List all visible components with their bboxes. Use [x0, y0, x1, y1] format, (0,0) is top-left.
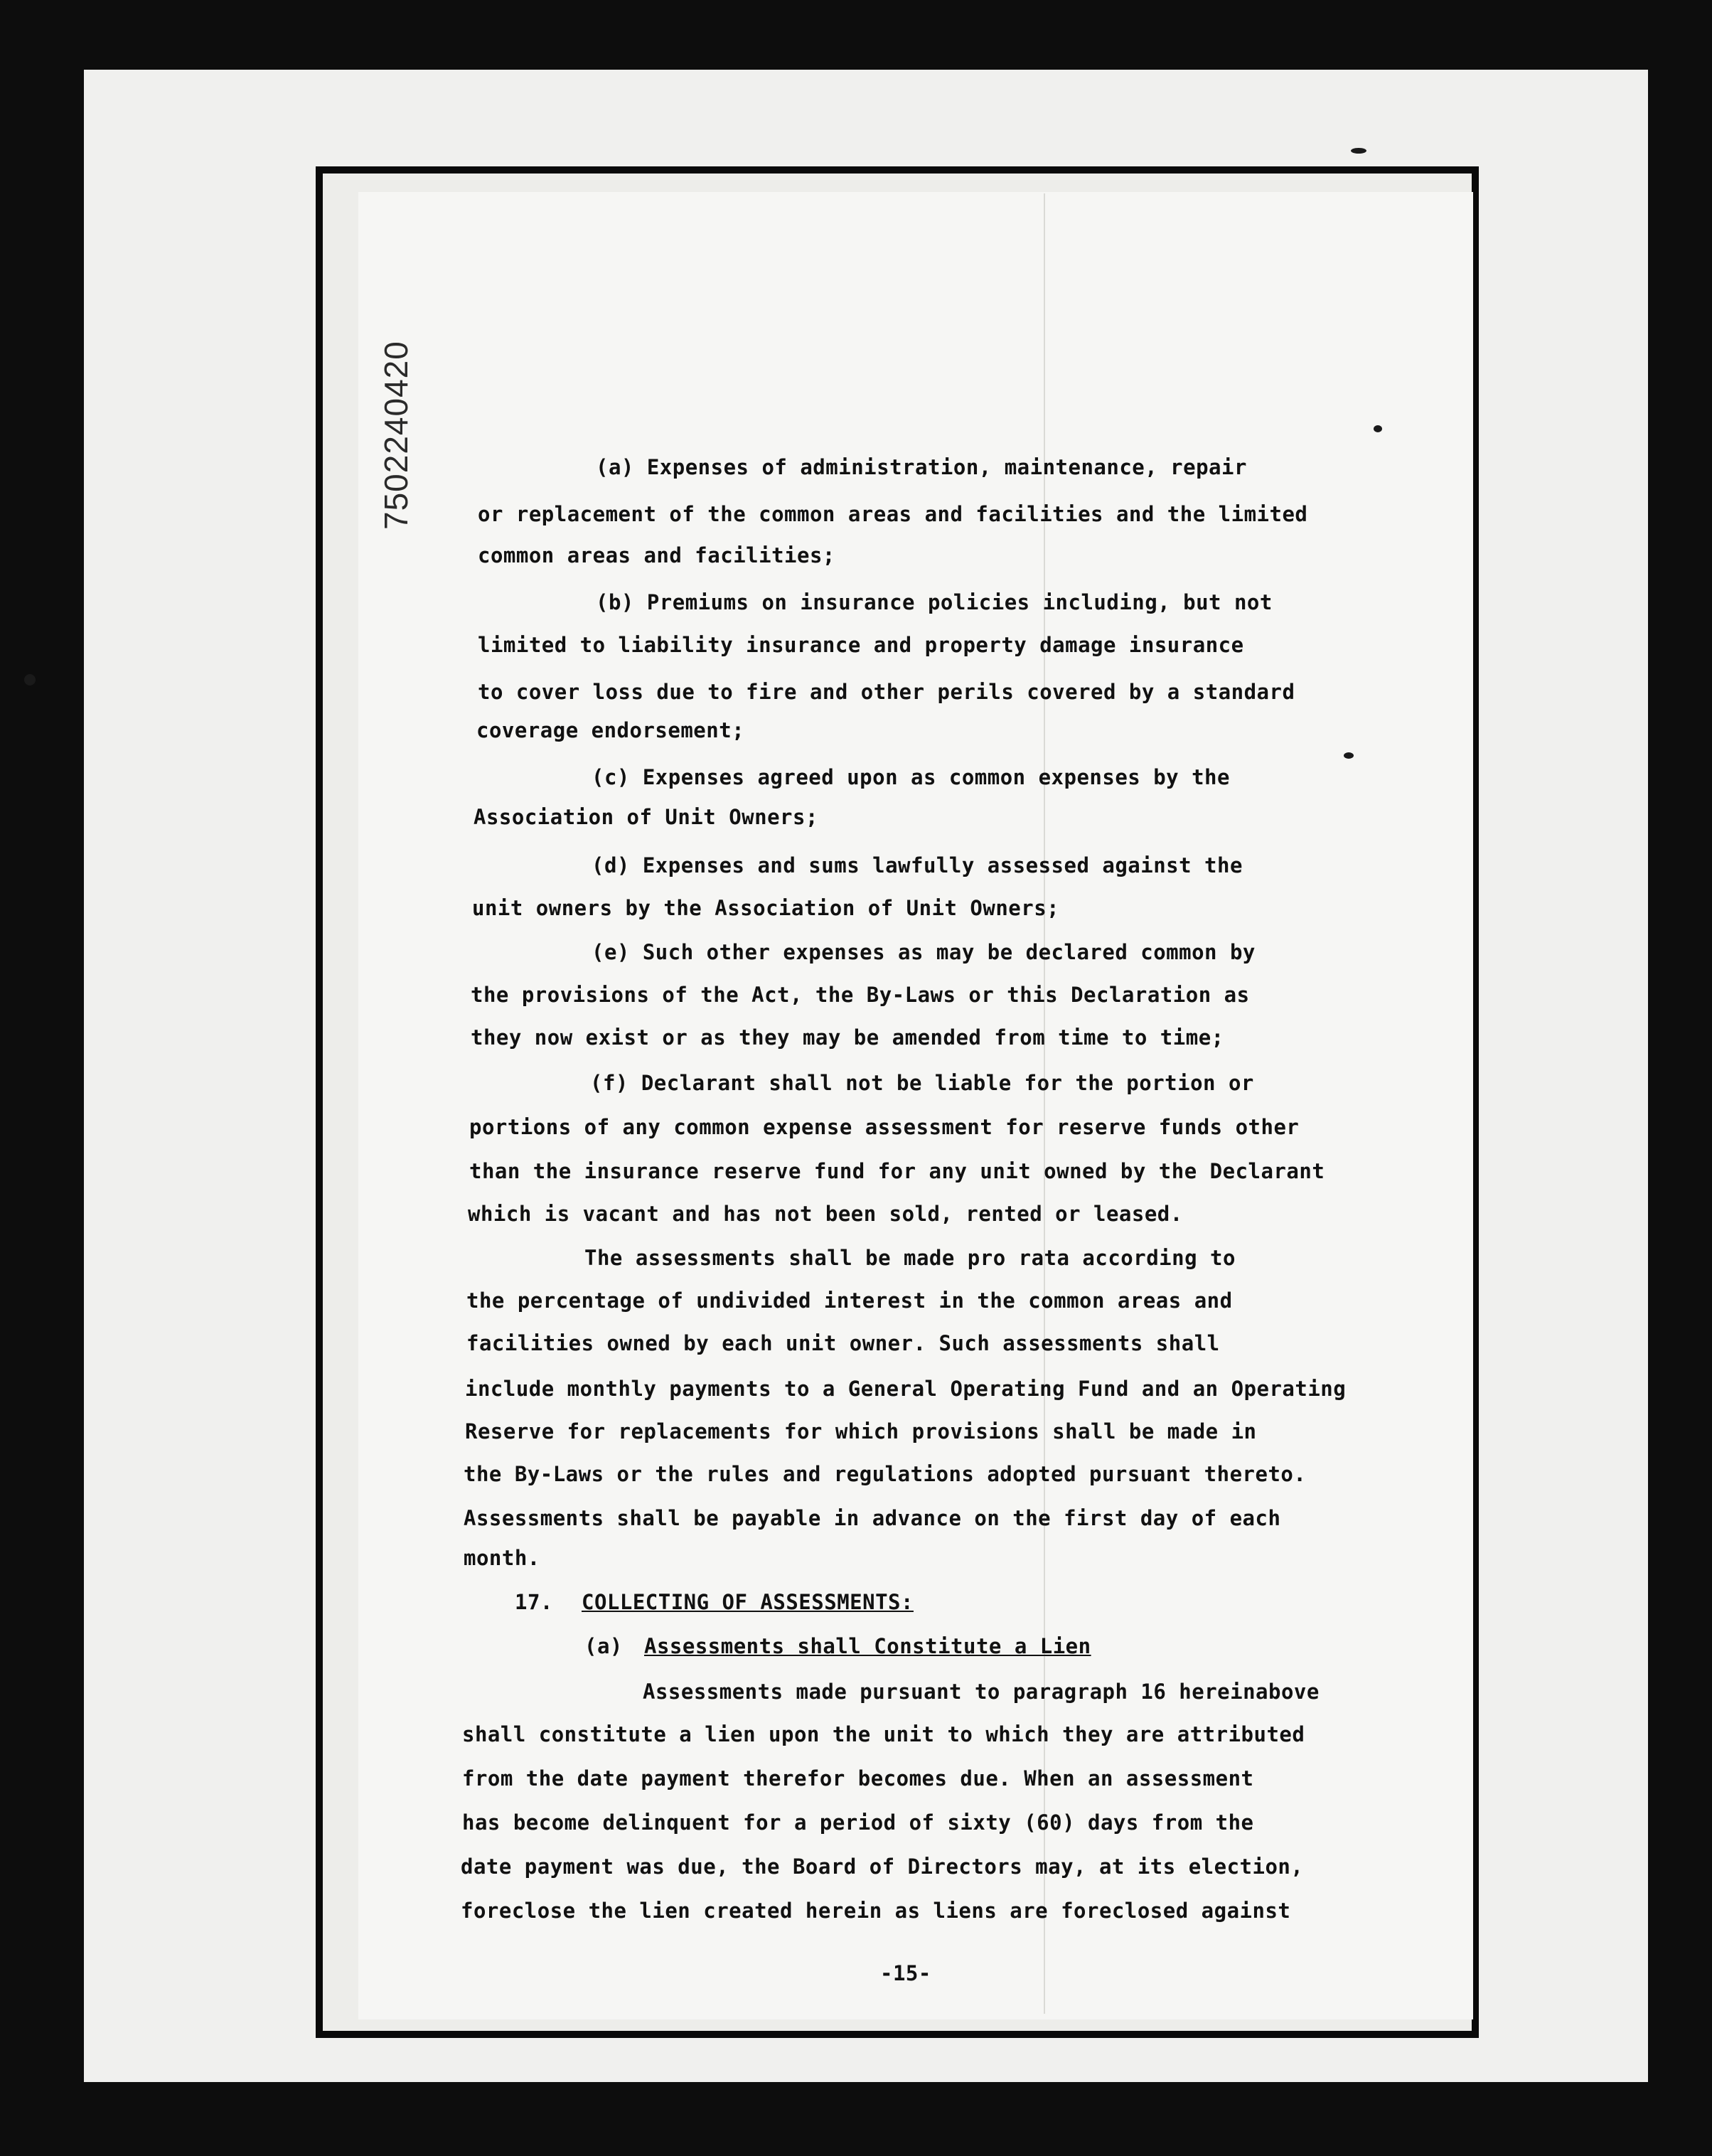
text-line: from the date payment therefor becomes due. When an assessment: [462, 1766, 1254, 1791]
subsection-label: (a): [584, 1634, 623, 1658]
text-line: the provisions of the Act, the By-Laws or this Declaration as: [471, 983, 1250, 1007]
text-line: (c) Expenses agreed upon as common expenses by the: [592, 765, 1230, 789]
text-line: than the insurance reserve fund for any unit owned by the Declarant: [469, 1159, 1325, 1183]
scan-speck: [1351, 148, 1366, 154]
text-line: Assessments made pursuant to paragraph 16 hereinabove: [643, 1680, 1320, 1704]
scan-speck: [1374, 425, 1382, 432]
text-line: has become delinquent for a period of sixty (60) days from the: [462, 1810, 1254, 1835]
scan-speck: [24, 674, 36, 685]
text-line: foreclose the lien created herein as liens are foreclosed against: [461, 1899, 1291, 1923]
text-line: portions of any common expense assessment for reserve funds other: [469, 1115, 1300, 1139]
text-line: (f) Declarant shall not be liable for the portion or: [590, 1071, 1254, 1095]
scan-speck: [1344, 752, 1354, 759]
subsection-heading: Assessments shall Constitute a Lien: [644, 1634, 1091, 1658]
text-line: the By-Laws or the rules and regulations adopted pursuant thereto.: [464, 1462, 1307, 1486]
text-line: Association of Unit Owners;: [474, 805, 818, 829]
page-number: -15-: [880, 1961, 931, 1985]
text-line: facilities owned by each unit owner. Such assessments shall: [466, 1331, 1220, 1355]
text-line: which is vacant and has not been sold, rented or leased.: [468, 1202, 1183, 1226]
text-line: unit owners by the Association of Unit Owners;: [472, 896, 1060, 920]
section-heading: COLLECTING OF ASSESSMENTS:: [582, 1590, 914, 1614]
text-line: The assessments shall be made pro rata according to: [584, 1246, 1236, 1270]
text-line: limited to liability insurance and property damage insurance: [478, 633, 1244, 657]
microfilm-stamp: 7502240420: [378, 341, 414, 530]
text-line: Reserve for replacements for which provisions shall be made in: [465, 1419, 1257, 1443]
text-line: to cover loss due to fire and other perils covered by a standard: [478, 680, 1295, 704]
text-line: common areas and facilities;: [478, 543, 835, 567]
text-line: or replacement of the common areas and facilities and the limited: [478, 502, 1308, 526]
text-line: (b) Premiums on insurance policies including, but not: [596, 590, 1273, 614]
text-line: they now exist or as they may be amended from time to time;: [471, 1025, 1224, 1050]
text-line: include monthly payments to a General Operating Fund and an Operating: [465, 1377, 1347, 1401]
section-number: 17.: [515, 1590, 553, 1614]
text-line: shall constitute a lien upon the unit to which they are attributed: [462, 1722, 1305, 1746]
text-line: Assessments shall be payable in advance on the first day of each: [464, 1506, 1281, 1530]
text-line: coverage endorsement;: [476, 718, 745, 742]
text-line: (d) Expenses and sums lawfully assessed against the: [592, 853, 1243, 877]
text-line: the percentage of undivided interest in the common areas and: [466, 1288, 1233, 1313]
text-line: (a) Expenses of administration, maintenance, repair: [596, 455, 1247, 479]
text-line: (e) Such other expenses as may be declared common by: [592, 940, 1256, 964]
text-line: month.: [464, 1546, 540, 1570]
text-line: date payment was due, the Board of Directors may, at its election,: [461, 1855, 1304, 1879]
